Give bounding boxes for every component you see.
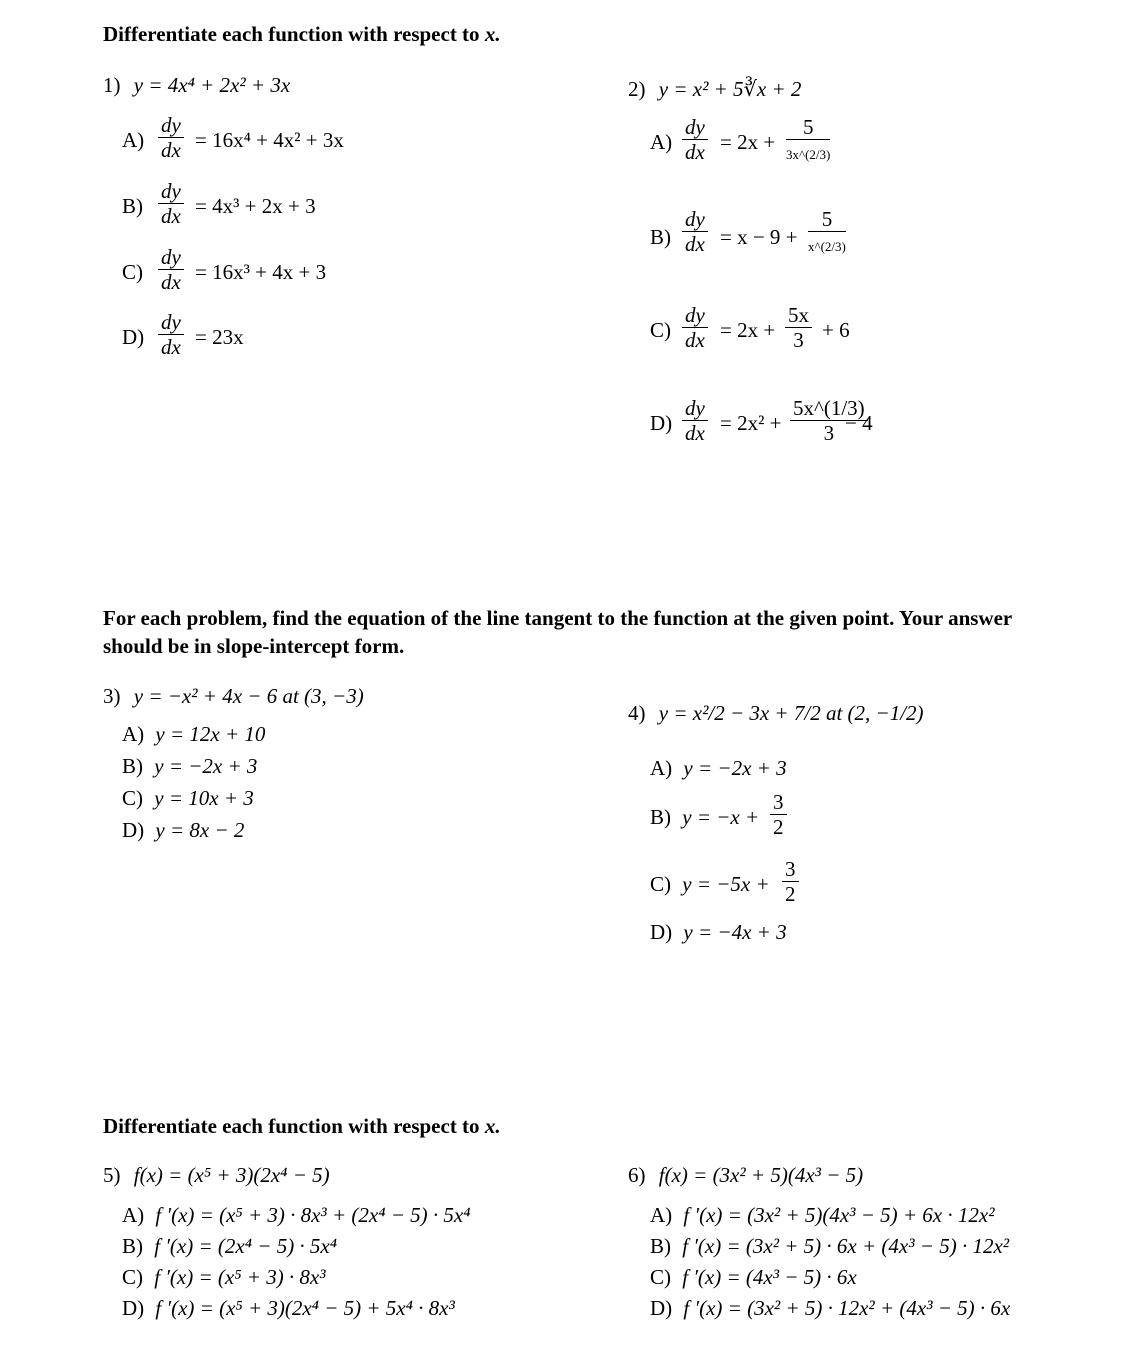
heading-text: Differentiate each function with respect to: [103, 1114, 485, 1138]
problem-5-option-a[interactable]: [122, 1203, 471, 1228]
section-heading-1: [103, 20, 501, 48]
problem-number: 6): [628, 1163, 646, 1187]
option-expression: f ′(x) = (x⁵ + 3) · 8x³ + (2x⁴ − 5) · 5x⁴: [155, 1203, 471, 1227]
option-fraction: $\frac{3}{2}$: [782, 858, 799, 905]
option-label: C): [122, 786, 143, 810]
problem-3-question: [103, 683, 364, 709]
problem-expression: f(x) = (x⁵ + 3)(2x⁴ − 5): [133, 1163, 330, 1187]
option-expression: = 16x⁴ + 4x² + 3x: [195, 128, 344, 152]
option-label: A): [650, 1203, 673, 1227]
option-expression: f ′(x) = (3x² + 5) · 6x + (4x³ − 5) · 12x²: [682, 1234, 1010, 1258]
derivative-fraction: $\frac{dy}{dx}$: [158, 311, 184, 358]
option-expression: y = −2x + 3: [683, 756, 787, 780]
problem-expression: f(x) = (3x² + 5)(4x³ − 5): [658, 1163, 864, 1187]
derivative-fraction: $\frac{dy}{dx}$: [158, 180, 184, 227]
problem-number: 3): [103, 684, 121, 708]
problem-4-option-d[interactable]: [650, 920, 787, 945]
option-fraction: $\frac{5x\^{}(1/3)}{3}$: [790, 397, 868, 444]
option-label: D): [650, 411, 673, 435]
option-expression: f ′(x) = (2x⁴ − 5) · 5x⁴: [154, 1234, 338, 1258]
problem-6-option-b[interactable]: [650, 1234, 1009, 1259]
option-label: C): [650, 872, 671, 896]
option-expression: y = −2x + 3: [154, 754, 258, 778]
derivative-fraction: $\frac{dy}{dx}$: [158, 114, 184, 161]
option-label: C): [650, 318, 671, 342]
problem-3-option-d[interactable]: [122, 818, 244, 843]
option-expression: = 2x² +: [720, 411, 782, 435]
problem-1-question: [103, 72, 290, 98]
problem-5-option-c[interactable]: [122, 1265, 326, 1290]
option-expression: y = −5x +: [682, 872, 770, 896]
option-label: B): [650, 1234, 671, 1258]
option-label: D): [122, 818, 145, 842]
section-heading-3: [103, 1112, 501, 1140]
option-label: D): [122, 1296, 145, 1320]
option-fraction: $\frac{5x}{3}$: [785, 304, 812, 351]
option-label: A): [122, 1203, 145, 1227]
option-label: B): [122, 194, 143, 218]
option-expression: f ′(x) = (x⁵ + 3) · 8x³: [154, 1265, 326, 1289]
option-expression: f ′(x) = (x⁵ + 3)(2x⁴ − 5) + 5x⁴ · 8x³: [155, 1296, 455, 1320]
heading-text: Differentiate each function with respect to: [103, 22, 485, 46]
option-fraction: $\frac{3}{2}$: [770, 791, 787, 838]
problem-4-option-a[interactable]: [650, 756, 787, 781]
problem-6-question: [628, 1162, 863, 1188]
option-expression: y = −x +: [682, 805, 760, 829]
problem-5-option-d[interactable]: [122, 1296, 455, 1321]
problem-expression: y = 4x⁴ + 2x² + 3x: [133, 73, 291, 97]
option-label: B): [122, 1234, 143, 1258]
derivative-fraction: $\frac{dy}{dx}$: [158, 246, 184, 293]
section-heading-2: For each problem, find the equation of the line tangent to the function at the given point. Your answer should be in slope-intercept form.: [103, 606, 1012, 658]
option-expression: = 16x³ + 4x + 3: [195, 260, 327, 284]
option-fraction: 5 x^(2/3): [808, 207, 846, 254]
option-expression: y = 12x + 10: [155, 722, 266, 746]
problem-number: 2): [628, 77, 646, 101]
option-expression: = x − 9 +: [720, 225, 798, 249]
problem-expression: y = x²/2 − 3x + 7/2 at (2, −1/2): [658, 701, 924, 725]
problem-3-option-a[interactable]: [122, 722, 265, 747]
option-expression: = 2x +: [720, 318, 776, 342]
option-label: A): [650, 756, 673, 780]
problem-6-option-d[interactable]: [650, 1296, 1010, 1321]
option-expression: f ′(x) = (4x³ − 5) · 6x: [682, 1265, 857, 1289]
problem-4-question: [628, 700, 924, 726]
problem-number: 1): [103, 73, 121, 97]
problem-5-question: [103, 1162, 330, 1188]
problem-expression: y = −x² + 4x − 6 at (3, −3): [133, 684, 364, 708]
option-label: A): [650, 130, 673, 154]
option-label: A): [122, 128, 145, 152]
option-label: C): [122, 1265, 143, 1289]
heading-variable: x.: [484, 22, 501, 46]
option-label: B): [650, 805, 671, 829]
option-expression: y = −4x + 3: [683, 920, 787, 944]
derivative-fraction: $\frac{dy}{dx}$: [682, 304, 708, 351]
problem-2-question: [628, 76, 801, 102]
option-label: D): [650, 920, 673, 944]
option-expression: y = 8x − 2: [155, 818, 245, 842]
problem-5-option-b[interactable]: [122, 1234, 337, 1259]
option-expression: y = 10x + 3: [154, 786, 254, 810]
problem-number: 4): [628, 701, 646, 725]
option-label: B): [650, 225, 671, 249]
derivative-fraction: $\frac{dy}{dx}$: [682, 208, 708, 255]
option-expression: = 4x³ + 2x + 3: [195, 194, 316, 218]
option-expression: = 23x: [195, 325, 244, 349]
problem-6-option-a[interactable]: [650, 1203, 994, 1228]
derivative-fraction: $\frac{dy}{dx}$: [682, 116, 708, 163]
problem-6-option-c[interactable]: [650, 1265, 857, 1290]
option-label: D): [650, 1296, 673, 1320]
option-label: D): [122, 325, 145, 349]
option-label: A): [122, 722, 145, 746]
problem-expression: y = x² + 5∛x + 2: [658, 77, 802, 101]
derivative-fraction: $\frac{dy}{dx}$: [682, 397, 708, 444]
option-expression: f ′(x) = (3x² + 5)(4x³ − 5) + 6x · 12x²: [683, 1203, 995, 1227]
problem-3-option-b[interactable]: [122, 754, 257, 779]
option-tail: + 6: [822, 318, 850, 342]
option-expression: = 2x +: [720, 130, 776, 154]
problem-number: 5): [103, 1163, 121, 1187]
option-tail: − 4: [845, 411, 873, 435]
option-label: C): [122, 260, 143, 284]
option-label: B): [122, 754, 143, 778]
option-expression: f ′(x) = (3x² + 5) · 12x² + (4x³ − 5) · 6x: [683, 1296, 1011, 1320]
option-label: C): [650, 1265, 671, 1289]
heading-variable: x.: [484, 1114, 501, 1138]
option-fraction: 5 3x^(2/3): [786, 115, 831, 162]
problem-3-option-c[interactable]: [122, 786, 254, 811]
